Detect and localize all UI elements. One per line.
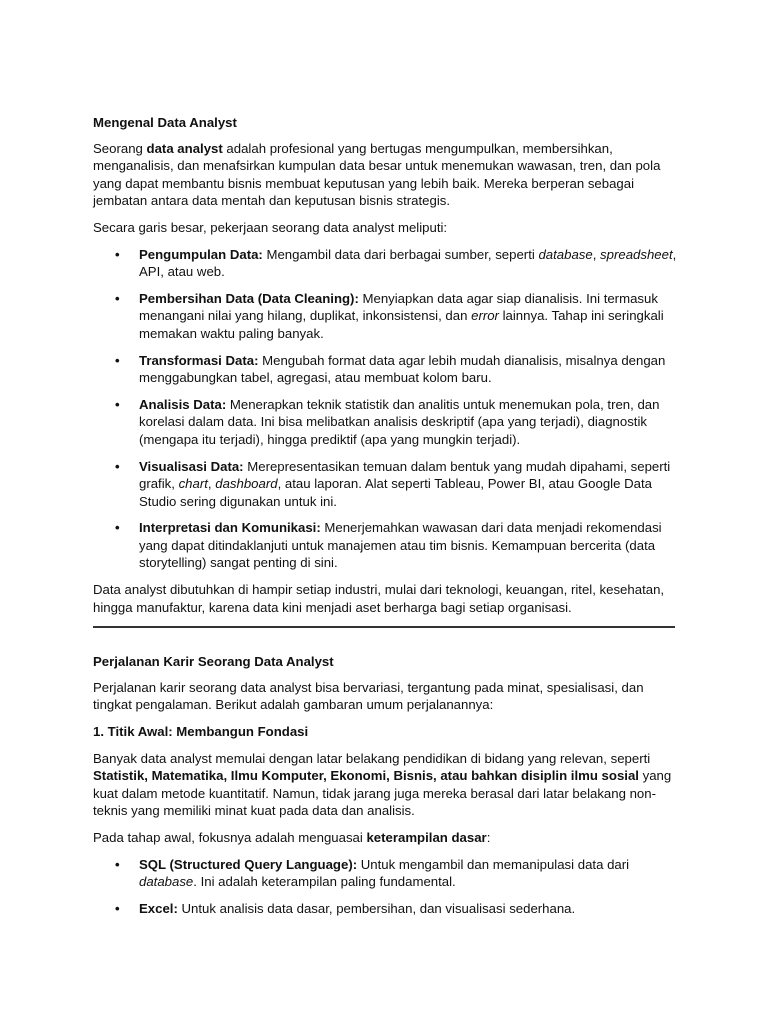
duties-list [93,246,677,573]
list-item: • Pembersihan Data (Data Cleaning): Menyiapkan data agar siap dianalisis. Ini termasuk menangani nilai yang hilang, duplikat, inkonsistensi, dan error lainnya. Tahap ini seringkali memakan waktu paling banyak. [115,290,664,341]
skills-lead-paragraph: Pada tahap awal, fokusnya adalah menguasai keterampilan dasar: [93,830,491,845]
intro-paragraph: Seorang data analyst adalah profesional yang bertugas mengumpulkan, membersihkan, menganalisis, dan menafsirkan kumpulan data besar untuk menemukan wawasan, tren, dan pola yang dapat membantu bisnis membuat keputusan yang lebih baik. Mereka berperan sebagai jembatan antara data mentah dan keputusan bisnis strategis. [93,140,661,209]
list-item: • SQL (Structured Query Language): Untuk mengambil dan memanipulasi data dari database. Ini adalah keterampilan paling fundamental. [115,856,630,890]
closing-paragraph: Data analyst dibutuhkan di hampir setiap industri, mulai dari teknologi, keuangan, ritel, kesehatan, hingga manufaktur, karena data kini menjadi aset berharga bagi setiap organisasi. [93,582,665,615]
lead-paragraph: Secara garis besar, pekerjaan seorang data analyst meliputi: [93,219,448,235]
skills-list [93,856,677,918]
list-item: • Analisis Data: Menerapkan teknik statistik dan analitis untuk menemukan pola, tren, dan korelasi dalam data. Ini bisa melibatkan analisis deskriptif (apa yang terjadi), diagnostik (mengapa itu terjadi), hingga prediktif (apa yang mungkin terjadi). [115,396,660,447]
list-item: • Excel: Untuk analisis data dasar, pembersihan, dan visualisasi sederhana. [115,900,576,916]
step-1-heading: 1. Titik Awal: Membangun Fondasi [93,724,309,740]
bullet-glyph: • [115,290,120,306]
section-divider [93,626,675,628]
bullet-glyph: • [115,246,120,262]
bullet-glyph: • [115,352,120,368]
section-title-mengenal: Mengenal Data Analyst [93,115,237,130]
list-item: • Visualisasi Data: Merepresentasikan temuan dalam bentuk yang mudah dipahami, seperti grafik, chart, dashboard, atau laporan. Alat seperti Tableau, Power BI, atau Google Data Studio sering digunakan untuk ini. [115,458,671,509]
bullet-glyph: • [115,396,120,412]
list-item: • Transformasi Data: Mengubah format data agar lebih mudah dianalisis, misalnya dengan menggabungkan tabel, agregasi, atau membuat kolom baru. [115,352,666,386]
bullet-glyph: • [115,900,120,916]
list-item: • Pengumpulan Data: Mengambil data dari berbagai sumber, seperti database, spreadsheet, API, atau web. [115,246,677,280]
list-item: • Interpretasi dan Komunikasi: Menerjemahkan wawasan dari data menjadi rekomendasi yang dapat ditindaklanjuti untuk manajemen atau tim bisnis. Kemampuan bercerita (data storytelling) sangat penting di sini. [115,520,662,571]
bullet-glyph: • [115,856,120,872]
section-title-perjalanan: Perjalanan Karir Seorang Data Analyst [93,654,334,670]
bullet-glyph: • [115,458,120,474]
career-intro-paragraph: Perjalanan karir seorang data analyst bisa bervariasi, tergantung pada minat, spesialisasi, dan tingkat pengalaman. Berikut adalah gambaran umum perjalanannya: [93,679,644,713]
bullet-glyph: • [115,520,120,536]
background-paragraph: Banyak data analyst memulai dengan latar belakang pendidikan di bidang yang relevan, seperti Statistik, Matematika, Ilmu Komputer, Ekonomi, Bisnis, atau bahkan disiplin ilmu sosial yang kuat dalam metode kuantitatif. Namun, tidak jarang juga mereka berasal dari latar belakang non-teknis yang memiliki minat kuat pada data dan analisis. [93,750,672,819]
document-page [93,114,677,926]
